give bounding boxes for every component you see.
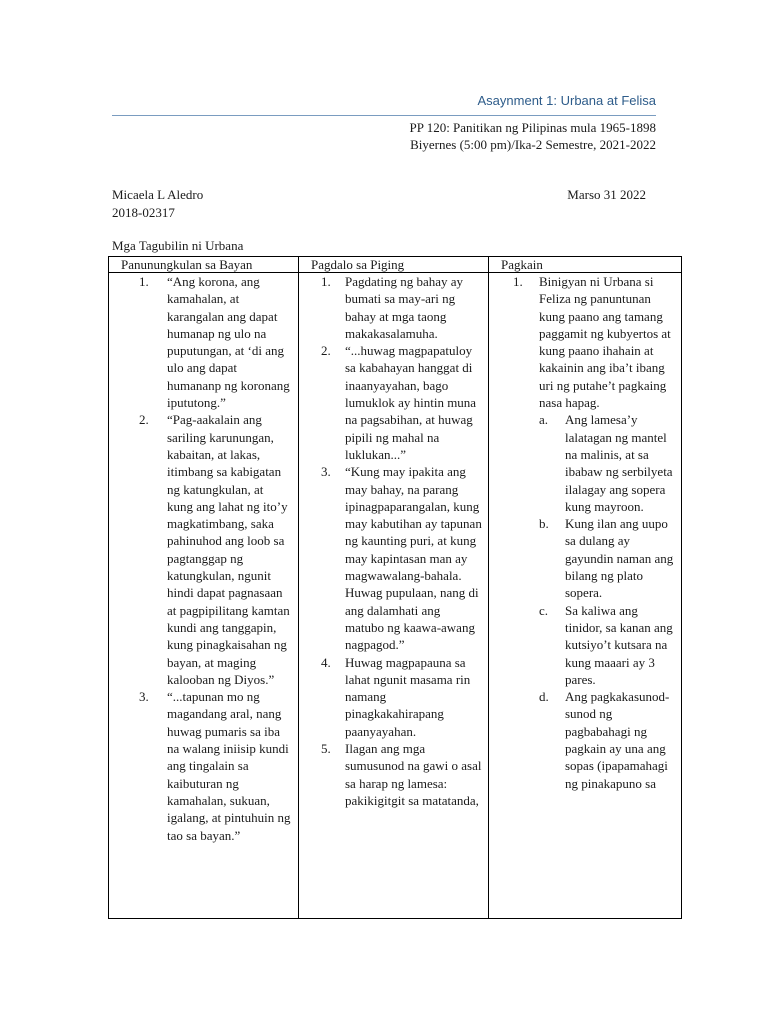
- list-item: 3. “...tapunan mo ng magandang aral, nang huwag pumaris sa iba na walang iniisip kundi ang tingalain sa kaibuturan ng kamahalan, sukuan, igalang, at pintuhuin ng tao sa bayan.”: [139, 689, 291, 843]
- item-text: Pagdating ng bahay ay bumati sa may-ari ng bahay at mga taong makakasalamuha.: [345, 274, 464, 341]
- list-item: 2. “...huwag magpapatuloy sa kabahayan hanggat di inaanyayahan, bago lumuklok ay hintin muna na pagsabihan, at huwag pipili ng mahal na luklukan...”: [321, 343, 477, 462]
- list-item: 1. “Ang korona, ang kamahalan, at karangalan ang dapat humanap ng ulo na puputungan, at ‘di ang ulo ang dapat humananp ng koronang ipututong.”: [139, 274, 290, 411]
- item-text: “Kung may ipakita ang may bahay, na parang ipinagpaparangalan, kung may kabutihan ay tapunan ng kaunting puri, at kung may kapintasan man ay magwawalang-bahala. Huwag pupulaan, nang di ang dalamhati ang matubo ng kaawa-awang nagpagod.”: [345, 464, 482, 653]
- list-item: 4. Huwag magpapauna sa lahat ngunit masama rin namang pinagkakahirapang paanyayahan.: [321, 654, 471, 739]
- sub-item-text: Ang pagkakasunod-sunod ng pagbabahagi ng pagkain ay una ang sopas (ipapamahagi ng pinakapuno sa: [565, 689, 670, 791]
- submission-date: Marso 31 2022: [567, 187, 646, 202]
- student-id: 2018-02317: [112, 205, 175, 220]
- sub-list-item: a. Ang lamesa’y lalatagan ng mantel na malinis, at sa ibabaw ng serbilyeta ilalagay ang sopera kung mayroon.: [539, 412, 673, 514]
- sub-list-item: c. Sa kaliwa ang tinidor, sa kanan ang kutsiyo’t kutsara na kung maaari ay 3 pares.: [539, 602, 673, 687]
- item-text: Huwag magpapauna sa lahat ngunit masama rin namang pinagkakahirapang paanyayahan.: [345, 654, 471, 739]
- item-text: Binigyan ni Urbana si Feliza ng panuntunan kung paano ang tamang paggamit ng kubyertos at kung paano ihahain at kakainin ang iba’t ibang uri ng putahe’t pagkaing nasa hapag.: [539, 274, 671, 411]
- item-text: “Pag-aakalain ang sariling karunungan, kabaitan, at lakas, itimbang sa kabigatan ng katungkulan, at kung ang lahat ng ito’y magkatimbang, saka pahinuhod ang loob sa pagtanggap ng katungkulan, ngunit hindi dapat pagnasaan at pagpipilitang kamtan kundi ang tanggapin, kung pinagkaisahan ng bayan, at maging kalooban ng Diyos.”: [167, 412, 290, 687]
- column-pagdalo: [299, 273, 489, 919]
- header-rule: [112, 115, 656, 116]
- course-line-2: Biyernes (5:00 pm)/Ika-2 Semestre, 2021-2022: [410, 137, 656, 152]
- list-item: 1. Pagdating ng bahay ay bumati sa may-ari ng bahay at mga taong makakasalamuha.: [321, 274, 464, 341]
- item-text: Ilagan ang mga sumusunod na gawi o asal sa harap ng lamesa: pakikigitgit sa matatanda,: [345, 741, 482, 808]
- tagubilin-table: [108, 256, 682, 919]
- list-item: 3. “Kung may ipakita ang may bahay, na parang ipinagpaparangalan, kung may kabutihan ay tapunan ng kaunting puri, at kung may kapintasan man ay magwawalang-bahala. Huwag pupulaan, nang di ang dalamhati ang matubo ng kaawa-awang nagpagod.”: [321, 464, 482, 653]
- course-line-1: PP 120: Panitikan ng Pilipinas mula 1965-1898: [409, 120, 656, 135]
- list-item: 1. Binigyan ni Urbana si Feliza ng panuntunan kung paano ang tamang paggamit ng kubyertos at kung paano ihahain at kakainin ang iba’t ibang uri ng putahe’t pagkaing nasa hapag. a. Ang lamesa’y lalatagan ng mantel na malinis, at sa ibabaw ng serbilyeta ilalagay ang sopera kung mayroon. b. Kung ilan ang uupo sa dulang ay gayundin naman ang bilang ng plato sopera. c. Sa kaliwa ang tinidor, sa kanan ang kutsiyo’t kutsara na kung maaari ay 3 pares. d. Ang pagkakasunod-sunod ng pagbabahagi ng pagkain ay una ang sopas (ipapamahagi ng pinakapuno sa: [513, 274, 674, 791]
- header-pagkain: Pagkain: [489, 257, 682, 273]
- course-info: [409, 119, 656, 153]
- list-item: 2. “Pag-aakalain ang sariling karunungan, kabaitan, at lakas, itimbang sa kabigatan ng katungkulan, at kung ang lahat ng ito’y magkatimbang, saka pahinuhod ang loob sa pagtanggap ng katungkulan, ngunit hindi dapat pagnasaan at pagpipilitang kamtan kundi ang tanggapin, kung pinagkaisahan ng bayan, at maging kalooban ng Diyos.”: [139, 412, 290, 687]
- student-name: Micaela L Aledro: [112, 187, 204, 202]
- sub-list-item: d. Ang pagkakasunod-sunod ng pagbabahagi ng pagkain ay una ang sopas (ipapamahagi ng pinakapuno sa: [539, 689, 670, 791]
- item-text: “Ang korona, ang kamahalan, at karangalan ang dapat humanap ng ulo na puputungan, at ‘di ang ulo ang dapat humananp ng koronang ipututong.”: [167, 274, 290, 411]
- item-text: “...tapunan mo ng magandang aral, nang huwag pumaris sa iba na walang iniisip kundi ang tingalain sa kaibuturan ng kamahalan, sukuan, igalang, at pintuhuin ng tao sa bayan.”: [167, 689, 291, 843]
- sub-item-text: Ang lamesa’y lalatagan ng mantel na malinis, at sa ibabaw ng serbilyeta ilalagay ang sopera kung mayroon.: [565, 412, 673, 514]
- header-panunungkulan: Panunungkulan sa Bayan: [109, 257, 299, 273]
- column-panunungkulan: [109, 273, 299, 919]
- item-text: “...huwag magpapatuloy sa kabahayan hanggat di inaanyayahan, bago lumuklok ay hintin muna na pagsabihan, at huwag pipili ng mahal na luklukan...”: [345, 343, 477, 462]
- sub-list-item: b. Kung ilan ang uupo sa dulang ay gayundin naman ang bilang ng plato sopera.: [539, 516, 674, 601]
- list-item: 5. Ilagan ang mga sumusunod na gawi o asal sa harap ng lamesa: pakikigitgit sa matatanda,: [321, 741, 482, 808]
- column-pagkain: [489, 273, 682, 919]
- sub-item-text: Kung ilan ang uupo sa dulang ay gayundin naman ang bilang ng plato sopera.: [565, 516, 674, 601]
- assignment-title: Asaynment 1: Urbana at Felisa: [477, 93, 656, 108]
- section-title: Mga Tagubilin ni Urbana: [112, 238, 244, 253]
- table-header-row: [109, 257, 682, 273]
- sub-item-text: Sa kaliwa ang tinidor, sa kanan ang kutsiyo’t kutsara na kung maaari ay 3 pares.: [565, 602, 673, 687]
- header-pagdalo: Pagdalo sa Piging: [299, 257, 489, 273]
- table-row: [109, 273, 682, 919]
